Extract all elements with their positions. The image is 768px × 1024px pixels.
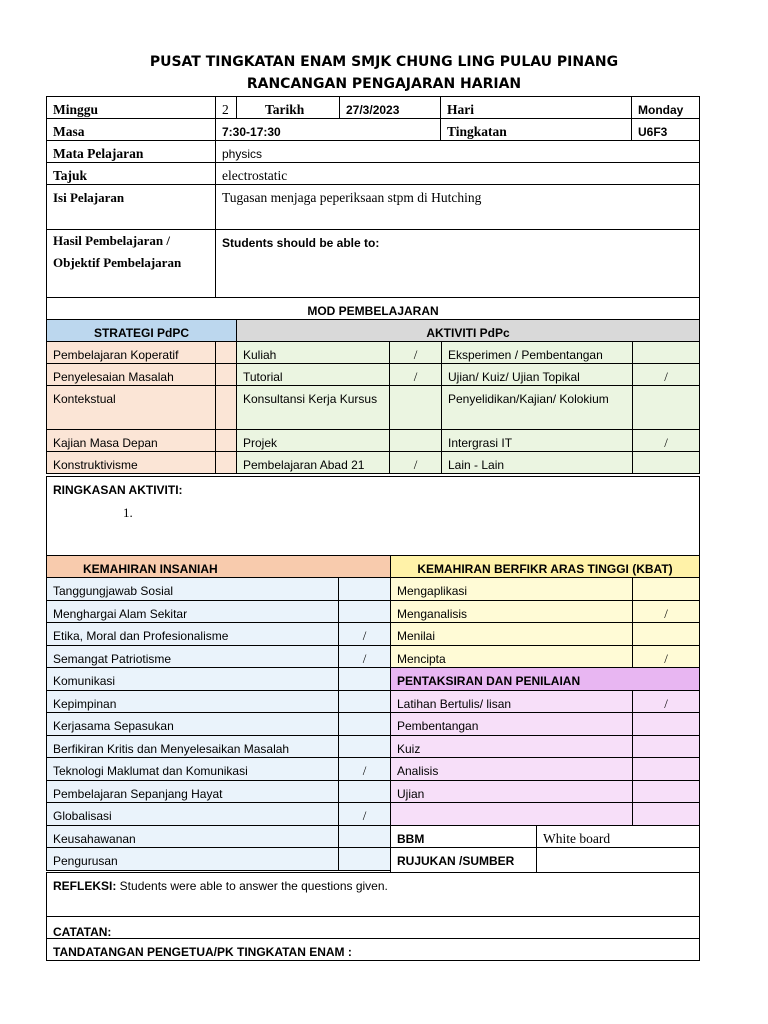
minggu-value: 2	[215, 96, 237, 119]
kbat-item: Menganalisis	[390, 600, 633, 624]
strategi-mark	[215, 429, 237, 452]
strategi-item: Kontekstual	[46, 385, 216, 430]
strategi-mark	[215, 363, 237, 386]
bbm-label: BBM	[390, 825, 537, 849]
insaniah-mark	[338, 847, 391, 871]
aktiviti-mark-2: /	[632, 363, 700, 386]
aktiviti-item: Projek	[236, 429, 390, 452]
insaniah-item: Keusahawanan	[46, 825, 339, 849]
ringkasan-item: 1.	[123, 505, 133, 520]
aktiviti-item: Pembelajaran Abad 21	[236, 451, 390, 474]
tajuk-label: Tajuk	[46, 162, 216, 185]
strategi-header: STRATEGI PdPC	[46, 319, 237, 342]
insaniah-item: Tanggungjawab Sosial	[46, 577, 339, 601]
aktiviti-mark-2	[632, 451, 700, 474]
hari-value: Monday	[631, 96, 700, 119]
tandatangan-label: TANDATANGAN PENGETUA/PK TINGKATAN ENAM :	[46, 938, 700, 961]
insaniah-item: Pengurusan	[46, 847, 339, 871]
insaniah-item: Berfikiran Kritis dan Menyelesaikan Masalah	[46, 735, 339, 759]
insaniah-mark	[338, 735, 391, 759]
document-title: RANCANGAN PENGAJARAN HARIAN	[246, 76, 522, 92]
pentaksiran-item: Pembentangan	[390, 712, 633, 736]
aktiviti-mark: /	[389, 341, 442, 364]
aktiviti-item-2: Intergrasi IT	[441, 429, 633, 452]
hari-label: Hari	[440, 96, 632, 119]
aktiviti-item: Tutorial	[236, 363, 390, 386]
bbm-value: White board	[536, 825, 700, 849]
tarikh-label: Tarikh	[236, 96, 340, 119]
tajuk-value: electrostatic	[215, 162, 700, 185]
hasil-pembelajaran-label: Hasil Pembelajaran / Objektif Pembelajaran	[46, 229, 216, 298]
aktiviti-mark	[389, 429, 442, 452]
strategi-mark	[215, 341, 237, 364]
catatan-label: CATATAN:	[46, 916, 700, 939]
tingkatan-value: U6F3	[631, 118, 700, 141]
pentaksiran-mark	[632, 712, 700, 736]
insaniah-mark	[338, 667, 391, 691]
insaniah-item: Kepimpinan	[46, 690, 339, 714]
tingkatan-label: Tingkatan	[440, 118, 632, 141]
kbat-header: KEMAHIRAN BERFIKR ARAS TINGGI (KBAT)	[390, 555, 700, 578]
insaniah-mark	[338, 600, 391, 624]
strategi-item: Penyelesaian Masalah	[46, 363, 216, 386]
lesson-plan-table	[47, 97, 700, 962]
kbat-mark	[632, 577, 700, 601]
kbat-item: Menilai	[390, 622, 633, 646]
mata-pelajaran-value: physics	[215, 140, 700, 163]
pentaksiran-mark	[632, 757, 700, 781]
isi-pelajaran-label: Isi Pelajaran	[46, 184, 216, 230]
insaniah-mark	[338, 825, 391, 849]
ringkasan-label: RINGKASAN AKTIVITI:	[53, 483, 183, 497]
aktiviti-item-2: Eksperimen / Pembentangan	[441, 341, 633, 364]
minggu-label: Minggu	[46, 96, 216, 119]
aktiviti-header: AKTIVITI PdPc	[236, 319, 700, 342]
aktiviti-mark-2: /	[632, 429, 700, 452]
aktiviti-item-2: Penyelidikan/Kajian/ Kolokium	[441, 385, 633, 430]
insaniah-mark	[338, 712, 391, 736]
aktiviti-item: Kuliah	[236, 341, 390, 364]
insaniah-mark: /	[338, 802, 391, 826]
insaniah-item: Kerjasama Sepasukan	[46, 712, 339, 736]
kbat-item: Mengaplikasi	[390, 577, 633, 601]
kbat-mark	[632, 622, 700, 646]
insaniah-item: Teknologi Maklumat dan Komunikasi	[46, 757, 339, 781]
aktiviti-mark: /	[389, 451, 442, 474]
aktiviti-mark	[389, 385, 442, 430]
insaniah-mark	[338, 690, 391, 714]
insaniah-mark: /	[338, 757, 391, 781]
masa-value: 7:30-17:30	[215, 118, 441, 141]
pentaksiran-blank-mark	[632, 802, 700, 826]
rujukan-value	[536, 847, 700, 873]
insaniah-item: Menghargai Alam Sekitar	[46, 600, 339, 624]
mod-pembelajaran-header: MOD PEMBELAJARAN	[46, 297, 700, 320]
rujukan-label: RUJUKAN /SUMBER	[390, 847, 537, 873]
ringkasan-aktiviti	[46, 476, 700, 556]
aktiviti-mark-2	[632, 385, 700, 430]
pentaksiran-item: Ujian	[390, 780, 633, 804]
pentaksiran-mark: /	[632, 690, 700, 714]
pentaksiran-blank	[390, 802, 633, 826]
insaniah-mark: /	[338, 622, 391, 646]
tarikh-value: 27/3/2023	[339, 96, 441, 119]
kemahiran-insaniah-header: KEMAHIRAN INSANIAH	[46, 555, 391, 578]
refleksi-text: Students were able to answer the questions given.	[116, 879, 388, 893]
insaniah-mark	[338, 577, 391, 601]
kbat-mark: /	[632, 600, 700, 624]
kbat-item: Mencipta	[390, 645, 633, 669]
insaniah-item: Komunikasi	[46, 667, 339, 691]
masa-label: Masa	[46, 118, 216, 141]
hasil-pembelajaran-value: Students should be able to:	[215, 229, 700, 298]
insaniah-mark: /	[338, 645, 391, 669]
aktiviti-item-2: Lain - Lain	[441, 451, 633, 474]
refleksi-box	[46, 872, 700, 917]
strategi-item: Pembelajaran Koperatif	[46, 341, 216, 364]
pentaksiran-item: Kuiz	[390, 735, 633, 759]
aktiviti-mark: /	[389, 363, 442, 386]
strategi-item: Konstruktivisme	[46, 451, 216, 474]
insaniah-item: Pembelajaran Sepanjang Hayat	[46, 780, 339, 804]
pentaksiran-header: PENTAKSIRAN DAN PENILAIAN	[390, 667, 700, 691]
isi-pelajaran-value: Tugasan menjaga peperiksaan stpm di Hutching	[215, 184, 700, 230]
pentaksiran-item: Analisis	[390, 757, 633, 781]
aktiviti-item: Konsultansi Kerja Kursus	[236, 385, 390, 430]
strategi-mark	[215, 385, 237, 430]
insaniah-mark	[338, 780, 391, 804]
insaniah-item: Globalisasi	[46, 802, 339, 826]
pentaksiran-mark	[632, 780, 700, 804]
strategi-item: Kajian Masa Depan	[46, 429, 216, 452]
pentaksiran-item: Latihan Bertulis/ lisan	[390, 690, 633, 714]
insaniah-item: Semangat Patriotisme	[46, 645, 339, 669]
aktiviti-item-2: Ujian/ Kuiz/ Ujian Topikal	[441, 363, 633, 386]
insaniah-item: Etika, Moral dan Profesionalisme	[46, 622, 339, 646]
refleksi-label: REFLEKSI:	[53, 879, 117, 893]
school-title: PUSAT TINGKATAN ENAM SMJK CHUNG LING PULAU PINANG	[149, 54, 619, 70]
strategi-mark	[215, 451, 237, 474]
kbat-mark: /	[632, 645, 700, 669]
pentaksiran-mark	[632, 735, 700, 759]
mata-pelajaran-label: Mata Pelajaran	[46, 140, 216, 163]
aktiviti-mark-2	[632, 341, 700, 364]
